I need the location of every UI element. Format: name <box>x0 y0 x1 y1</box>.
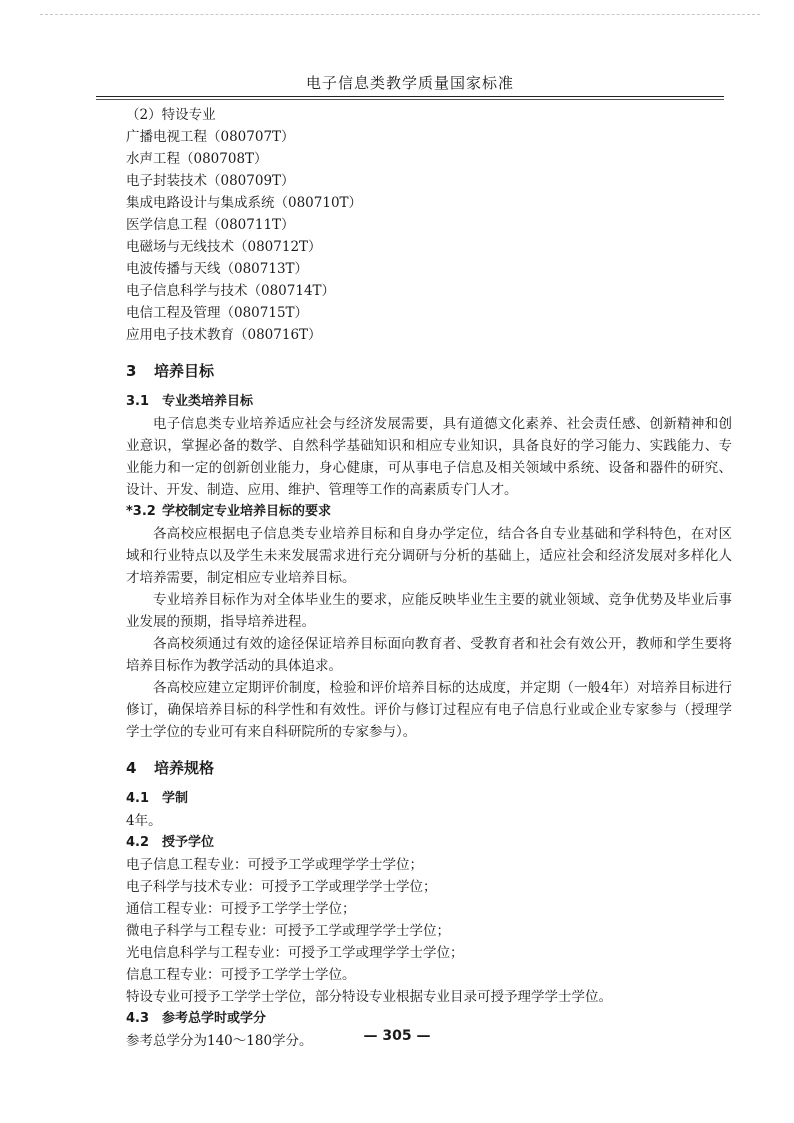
subsection-title: 授予学位 <box>162 835 215 850</box>
list-item: 电子信息工程专业：可授予工学或理学学士学位； <box>126 857 423 873</box>
list-item: 应用电子技术教育（080716T） <box>126 327 322 343</box>
list-item: 电子信息科学与技术（080714T） <box>126 283 336 299</box>
special-majors-heading: （2）特设专业 <box>126 107 216 123</box>
list-item: 电波传播与天线（080713T） <box>126 261 309 277</box>
section-title: 培养规格 <box>154 759 215 777</box>
subsection-heading <box>126 501 736 523</box>
list-item: 水声工程（080708T） <box>126 151 268 167</box>
list-item: 光电信息科学与工程专业：可授予工学或理学学士学位； <box>126 945 464 961</box>
paragraph: 各高校应根据电子信息类专业培养目标和自身办学定位，结合各自专业基础和学科特色，在对区域和行业特点以及学生未来发展需求进行充分调研与分析的基础上，适应社会和经济发展对多样化人才培养需要，制定相应专业培养目标。 <box>126 526 732 586</box>
list-item: 通信工程专业：可授予工学学士学位； <box>126 901 356 917</box>
paragraph: 专业培养目标作为对全体毕业生的要求，应能反映毕业生主要的就业领域、竞争优势及毕业后事业发展的预期，指导培养进程。 <box>126 592 732 630</box>
subsection-heading <box>126 1008 736 1030</box>
scan-edge-artifact <box>40 14 760 21</box>
list-item: 广播电视工程（080707T） <box>126 129 295 145</box>
subsection-title: 参考总学时或学分 <box>162 1011 267 1026</box>
paragraph: 各高校须通过有效的途径保证培养目标面向教育者、受教育者和社会有效公开，教师和学生要将培养目标作为教学活动的具体追求。 <box>126 636 732 674</box>
section-number: 4 <box>126 759 137 777</box>
list-item: 电信工程及管理（080715T） <box>126 305 309 321</box>
subsection-heading <box>126 391 736 413</box>
subsection-title: 学校制定专业培养目标的要求 <box>162 504 332 519</box>
section-heading <box>126 757 736 778</box>
section-number: 3 <box>126 362 137 380</box>
body-text: 参考总学分为140～180学分。 <box>126 1033 313 1049</box>
subsection-number: 4.1 <box>126 791 150 806</box>
subsection-heading <box>126 788 736 810</box>
subsection-heading <box>126 832 736 854</box>
list-item: 信息工程专业：可授予工学学士学位。 <box>126 967 356 983</box>
paragraph: 各高校应建立定期评价制度，检验和评价培养目标的达成度，并定期（一般4年）对培养目标进行修订，确保培养目标的科学性和有效性。评价与修订过程应有电子信息行业或企业专家参与（授理学学士学位的专业可有来自科研院所的专家参与）。 <box>126 680 732 740</box>
list-item: 微电子科学与工程专业：可授予工学或理学学士学位； <box>126 923 450 939</box>
section-title: 培养目标 <box>154 362 215 380</box>
running-header: 电子信息类教学质量国家标准 <box>305 74 514 92</box>
section-heading <box>126 360 736 381</box>
subsection-number: *3.2 <box>126 504 156 519</box>
list-item: 电磁场与无线技术（080712T） <box>126 239 322 255</box>
subsection-title: 专业类培养目标 <box>162 394 254 409</box>
list-item: 集成电路设计与集成系统（080710T） <box>126 195 363 211</box>
list-item: 电子科学与技术专业：可授予工学或理学学士学位； <box>126 879 437 895</box>
list-item: 电子封装技术（080709T） <box>126 173 295 189</box>
header-rule <box>96 96 724 97</box>
page-body <box>96 104 736 1052</box>
header-rule-secondary <box>96 99 724 100</box>
list-item: 特设专业可授予工学学士学位，部分特设专业根据专业目录可授予理学学士学位。 <box>126 989 612 1005</box>
subsection-number: 4.2 <box>126 835 150 850</box>
subsection-number: 4.3 <box>126 1011 150 1026</box>
degree-list <box>96 854 736 1008</box>
list-item: 医学信息工程（080711T） <box>126 217 295 233</box>
paragraph: 电子信息类专业培养适应社会与经济发展需要，具有道德文化素养、社会责任感、创新精神和创业意识，掌握必备的数学、自然科学基础知识和相应专业知识，具备良好的学习能力、实践能力、专业能力和一定的创新创业能力，身心健康，可从事电子信息及相关领域中系统、设备和器件的研究、设计、开发、制造、应用、维护、管理等工作的高素质专门人才。 <box>126 416 732 498</box>
page-number: — 305 — <box>363 1028 431 1044</box>
special-majors-list <box>96 126 736 346</box>
body-text: 4年。 <box>126 813 162 829</box>
subsection-number: 3.1 <box>126 394 150 409</box>
subsection-title: 学制 <box>162 791 189 806</box>
